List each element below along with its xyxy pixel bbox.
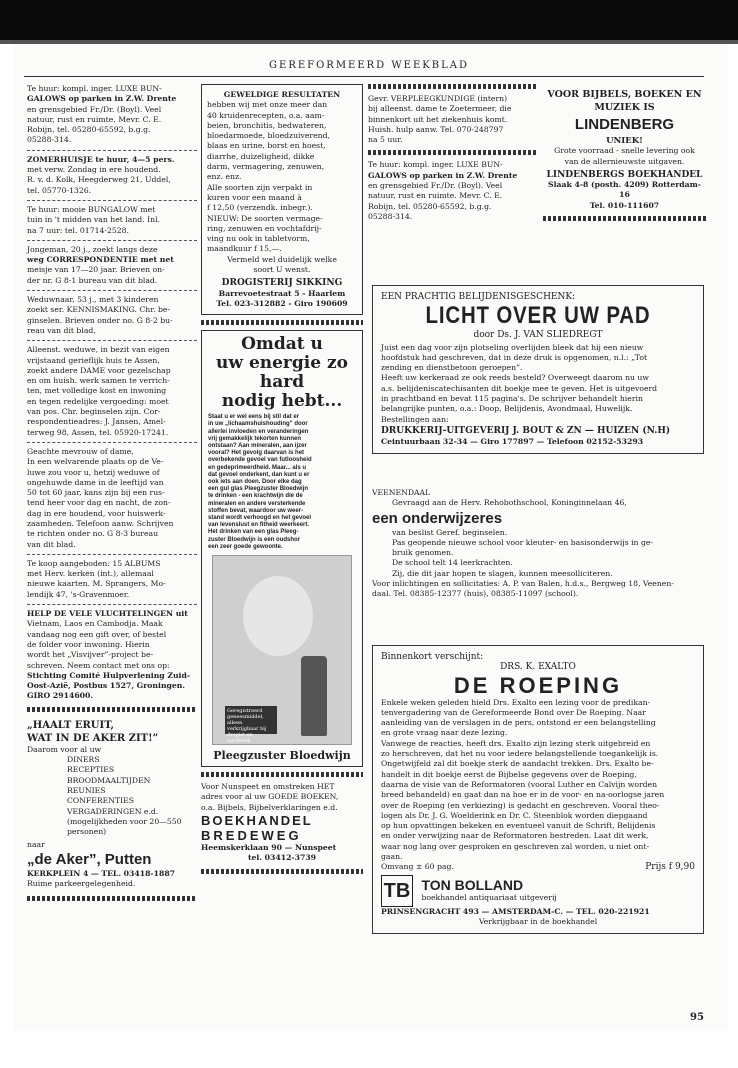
- roeping-size: Omvang ± 60 pag.: [381, 862, 454, 872]
- wave-divider: [27, 896, 197, 901]
- bottle-label: Geregistreerd geneesmiddel, alleen verkrijgbaar bij drogist en apotheek: [225, 706, 277, 734]
- ad-line: Vietnam, Laos en Cambodja. Maak: [27, 619, 163, 629]
- ad-line: R. v. d. Kolk, Heegderweg 21, Uddel,: [27, 175, 171, 185]
- divider: [27, 200, 197, 201]
- pleeg-body-line: vooral? Het gevolg daarvan is het: [208, 450, 305, 457]
- bottle-icon: [301, 656, 327, 736]
- pleeg-headline: hard: [259, 372, 305, 393]
- ad-line: wordt het „Visvijver”-project be-: [27, 650, 154, 660]
- pleeg-body-line: ontstaan? Aan mineralen, aan ijzer: [208, 443, 307, 450]
- ad-line: nieuwe kaarten. M. Sprangers, Mo-: [27, 579, 166, 589]
- roeping-body: Ongetwijfeld zal dit boekje sterk de aandacht trekken. Drs. Exalto be-: [381, 759, 654, 769]
- pleeg-body-line: een zeer goede gewoonte.: [208, 543, 283, 550]
- roeping-body: tenvergadering van de Gereformeerde Bond over De Roeping. Naar: [381, 707, 646, 717]
- ad-line: HELP DE VELE VLUCHTELINGEN uit: [27, 609, 188, 619]
- wave-divider: [27, 707, 197, 712]
- product-photo: [212, 555, 352, 745]
- licht-body: in prachtband en bevat 115 pagina's. De schrijver behandelt hierin: [381, 394, 643, 404]
- aker-item: CONFERENTIES: [67, 796, 135, 806]
- ad-line: natuur, rust en ruimte. Mevr. C. E.: [27, 114, 162, 124]
- wave-divider: [201, 320, 363, 325]
- sikking-body: diarrhe, duizeligheid, dikke: [207, 151, 315, 161]
- ad-line: bij alleenst. dame te Zoetermeer, die: [368, 104, 512, 114]
- ad-de-aker: [27, 717, 197, 892]
- ad-line: der nr. G 8-1 bureau van dit blad.: [27, 275, 158, 285]
- ad-line: dag in ere houdend, voor huiswerk-: [27, 508, 166, 518]
- lindenberg-title: VOOR BIJBELS, BOEKEN EN: [547, 89, 702, 100]
- ad-line: ginselen. Brieven onder no. G 8-2 bu-: [27, 315, 173, 325]
- sikking-new: ring, zenuwen en vochtafdrij-: [207, 223, 322, 233]
- lindenberg-title: MUZIEK IS: [594, 102, 655, 113]
- veen-place: VEENENDAAL: [372, 488, 431, 497]
- ton-bolland-avail: Verkrijgbaar in de boekhandel: [478, 916, 598, 926]
- ad-line: lendijk 47, 's-Gravenmoer.: [27, 589, 130, 599]
- ad-line: zaamheden. Telefoon aanw. Schrijven: [27, 518, 174, 528]
- sikking-new: maandkuur f 15,—.: [207, 244, 282, 254]
- ad-line: terweg 98, Assen, tel. 05920-17241.: [27, 427, 169, 437]
- ad-bungalow-tuin: [27, 205, 197, 236]
- ad-verpleegkundige: [368, 94, 536, 145]
- ad-kennismaking: [27, 295, 197, 336]
- ad-vluchtelingen: [27, 609, 197, 702]
- ad-line: met Herv. kerken (int.), allemaal: [27, 569, 154, 579]
- divider: [27, 442, 197, 443]
- lindenberg-uniek: UNIEK!: [606, 136, 643, 146]
- scan-border: [0, 0, 738, 42]
- ad-line: GIRO 2914600.: [27, 691, 94, 701]
- roeping-meta: [381, 862, 695, 872]
- ad-line: na 7 uur: tel. 01714-2528.: [27, 225, 129, 235]
- bredeweg-text: adres voor al uw GOEDE BOEKEN,: [201, 792, 339, 802]
- roeping-body: en grote vraag naar deze lezing.: [381, 728, 508, 738]
- sikking-body: beien, bronchitis, bedwateren,: [207, 120, 327, 130]
- pleeg-body-line: Staat u er wel eens bij stil dat er: [208, 414, 300, 421]
- ad-line: reau van dit blad.: [27, 325, 96, 335]
- licht-body: zending en dienstbetoon geroepen”.: [381, 363, 523, 373]
- roeping-body: handelt in dit boekje eerst de Bijbelse gegevens over de Roeping,: [381, 769, 637, 779]
- masthead: GEREFORMEERD WEEKBLAD: [269, 60, 469, 71]
- ad-line: respondentieadres: J. Jansen, Amel-: [27, 417, 166, 427]
- ad-line: na 5 uur.: [368, 135, 403, 145]
- sikking-body: hebben wij met onze meer dan: [207, 100, 328, 110]
- aker-item: BROODMAALTIJDEN: [67, 775, 151, 785]
- licht-body: a.s. belijdeniscatechisanten dit boekje mee te geven. Het is uitgevoerd: [381, 383, 658, 393]
- aker-item: DINERS: [67, 755, 100, 765]
- ad-line: ten, met volledige kost en inwoning: [27, 386, 167, 396]
- licht-body: Juist een dag voor zijn plotseling overlijden bleek dat hij een nieuw: [381, 342, 644, 352]
- pleeg-body-line: mineralen en andere versterkende: [208, 500, 306, 507]
- sikking-body: blaas en urine, borst en hoest,: [207, 141, 326, 151]
- ad-line: zoekt ser. KENNISMAKING. Chr. be-: [27, 305, 171, 315]
- ad-line: Te koop aangeboden: 15 ALBUMS: [27, 558, 161, 568]
- divider: [27, 290, 197, 291]
- ad-veenendaal: [372, 488, 704, 600]
- ad-pleegzuster-bloedwijn: [201, 330, 363, 767]
- header-rule: [24, 76, 704, 77]
- ad-line: tuin in 't midden van het land. Inl.: [27, 215, 160, 225]
- sikking-body: kuren voor een maand à: [207, 192, 302, 202]
- veen-line: Gevraagd aan de Herv. Rehobothschool, Koninginnelaan 46,: [392, 498, 627, 508]
- wave-divider: [201, 869, 363, 874]
- ton-bolland-name-block: [421, 877, 556, 903]
- ad-bungalows: [27, 84, 197, 146]
- pleeg-body-line: stoffen bevat, waardoor uw weer-: [208, 507, 304, 514]
- pleeg-body-line: en gedeprimeerdheid. Maar... als u: [208, 464, 307, 471]
- sikking-body: Alle soorten zijn verpakt in: [207, 182, 313, 192]
- licht-address: Ceintuurbaan 32-34 — Giro 177897 — Telefoon 02152-53293: [381, 436, 644, 446]
- sikking-address: Barrevoetestraat 5 - Haarlem: [218, 288, 346, 298]
- veen-info: Voor inlichtingen en sollicitaties: A. P. van Balen, h.d.s., Bergweg 18, Veenen-: [372, 579, 674, 589]
- pleeg-headline: Omdat u: [241, 334, 323, 355]
- sikking-ask: soort U wenst.: [253, 265, 311, 275]
- sikking-ask: Vermeld wel duidelijk welke: [227, 254, 337, 264]
- sikking-name: DROGISTERIJ SIKKING: [221, 278, 343, 289]
- pleeg-body-line: dat gevoel onderkent, dan kunt u er: [208, 471, 310, 478]
- pleeg-body-line: ook iets aan doen. Door elke dag: [208, 479, 302, 486]
- ad-line: Robijn, tel. 05280-65592, b.g.g.: [27, 125, 151, 135]
- pleeg-body-line: stand wordt verhoogd en het gevoel: [208, 515, 312, 522]
- bredeweg-address: Heemskerklaan 90 — Nunspeet: [201, 842, 337, 852]
- roeping-body: breed behandeld) en gaat dan na hoe er in de voor- en na-oorlogse jaren: [381, 790, 665, 800]
- ad-line: Te huur: kompl. inger. LUXE BUN-: [368, 160, 503, 170]
- pleeg-body-line: een gul glas Pleegzuster Bloedwijn: [208, 486, 309, 493]
- ad-line: luwe zou voor u, hetzij weduwe of: [27, 467, 160, 477]
- roeping-price: Prijs f 9,90: [645, 862, 695, 873]
- ad-line: vrijstaand gerieflijk huis te Assen,: [27, 355, 160, 365]
- sikking-new: ving nu ook in tabletvorm,: [207, 234, 310, 244]
- pleeg-body-line: van levenslust en fitheid weerkeert.: [208, 522, 310, 529]
- licht-kicker: EEN PRACHTIG BELIJDENISGESCHENK:: [381, 292, 576, 302]
- ad-line: Te huur: mooie BUNGALOW met: [27, 204, 156, 214]
- roeping-body: op hun opvattingen bekeken en eventueel vanuit de Schrift, Belijdenis: [381, 821, 656, 831]
- ad-line: 50 tot 60 jaar, kans zijn bij een rus-: [27, 488, 165, 498]
- divider: [27, 604, 197, 605]
- ad-line: Robijn, tel. 05280-65592, b.g.g.: [368, 201, 492, 211]
- ad-line: Weduwnaar, 53 j., met 3 kinderen: [27, 295, 159, 305]
- sikking-body: f 12,50 (verzendk. inbegr.).: [207, 203, 313, 213]
- licht-author: door Ds. J. VAN SLIEDREGT: [473, 330, 603, 341]
- lindenberg-shop: LINDENBERGS BOEKHANDEL: [546, 169, 703, 180]
- aker-note: (mogelijkheden voor 20—550: [67, 816, 182, 826]
- lindenberg-body: van de allernieuwste uitgaven.: [564, 156, 685, 166]
- pleeg-body-line: in uw „lichaamshuishouding” door: [208, 421, 308, 428]
- aker-item: REUNIES: [67, 785, 106, 795]
- ton-bolland-address: PRINSENGRACHT 493 — AMSTERDAM-C. — TEL. 020-221921: [381, 906, 650, 916]
- ad-line: van dit blad.: [27, 539, 76, 549]
- licht-body: belangrijke punten, o.a.: Doop, Belijdenis, Avondmaal, Huwelijk.: [381, 404, 633, 414]
- ad-line: Stichting Comité Hulpverlening Zuid-: [27, 670, 191, 680]
- pleeg-headline: uw energie zo: [216, 353, 348, 374]
- ton-bolland-logo-icon: TB: [381, 875, 413, 907]
- veen-line: van beslist Geref. beginselen.: [392, 527, 508, 537]
- bredeweg-tel: tel. 03412-3739: [247, 853, 317, 863]
- aker-item: VERGADERINGEN e.d.: [67, 806, 159, 816]
- ad-line: tend heer voor dag en nacht, de zon-: [27, 498, 171, 508]
- lindenberg-name: LINDENBERG: [574, 116, 675, 133]
- ad-line: Jongeman, 20 j., zoekt langs deze: [27, 244, 158, 254]
- sikking-body: bloedarmoede, bloedzuiverend,: [207, 131, 330, 141]
- ad-line: met verw. Zondag in ere houdend.: [27, 165, 161, 175]
- roeping-kicker: Binnenkort verschijnt:: [381, 652, 484, 662]
- pleeg-headline: nodig hebt...: [221, 391, 343, 412]
- ad-line: te richten onder no. G 8-3 bureau: [27, 529, 159, 539]
- aker-naar: naar: [27, 840, 45, 850]
- column-1: [27, 84, 197, 906]
- ad-albums: [27, 559, 197, 600]
- ad-line: Alleenst. weduwe, in bezit van eigen: [27, 345, 170, 355]
- pleeg-brand: Pleegzuster Bloedwijn: [213, 749, 351, 763]
- divider: [27, 554, 197, 555]
- divider: [27, 240, 197, 241]
- roeping-body: waar nog lang over gesproken en geschreven zal worden, u niet ont-: [381, 841, 650, 851]
- veen-line: De school telt 14 leerkrachten.: [392, 558, 513, 568]
- bredeweg-name: BREDEWEG: [201, 827, 302, 843]
- licht-body: Bestellingen aan:: [381, 414, 449, 424]
- veen-line: bruik genomen.: [392, 548, 454, 558]
- page-number: 95: [690, 1012, 704, 1023]
- ad-line: ZOMERHUISJE te huur, 4—5 pers.: [27, 154, 175, 164]
- bredeweg-text: Voor Nunspeet en omstreken HET: [201, 782, 335, 792]
- licht-body: Heeft uw kerkeraad ze ook reeds besteld? Overweegt daarom nu uw: [381, 373, 649, 383]
- ad-line: vandaag nog een gift over, of bestel: [27, 629, 167, 639]
- veen-line: Zij, die dit jaar hopen te slagen, kunnen meesolliciteren.: [392, 568, 613, 578]
- ad-bungalows-2: [368, 160, 536, 222]
- veen-info: daal. Tel. 08385-12377 (huis), 08385-11097 (school).: [372, 589, 579, 599]
- ad-line: natuur, rust en ruimte. Mevr. C. E.: [368, 191, 503, 201]
- veen-line: Pas geopende nieuwe school voor kleuter- en basisonderwijs in ge-: [392, 537, 654, 547]
- ad-line: meisje van 17—20 jaar. Brieven on-: [27, 265, 165, 275]
- sikking-body: enz. enz.: [207, 172, 242, 182]
- veen-headline: een onderwijzeres: [372, 509, 503, 527]
- aker-intro: Daarom voor al uw: [27, 744, 102, 754]
- bredeweg-name: BOEKHANDEL: [201, 812, 313, 828]
- ad-geachte-mevrouw: [27, 447, 197, 550]
- roeping-author: DRS. K. EXALTO: [500, 662, 576, 673]
- ad-correspondentie: [27, 245, 197, 286]
- roeping-body: aanleiding van de verslagen in de pers, ontstond er een belangstelling: [381, 718, 656, 728]
- lindenberg-body: Grote voorraad - snelle levering ook: [554, 146, 695, 156]
- column-3: [368, 84, 536, 225]
- woman-portrait: [243, 576, 313, 656]
- pleeg-body-line: vrij gemakkelijk tekorten kunnen: [208, 435, 302, 442]
- column-4: [543, 84, 706, 226]
- ad-line: Gevr. VERPLEEGKUNDIGE (intern): [368, 94, 508, 103]
- ad-line: Geachte mevrouw of dame,: [27, 446, 134, 456]
- pleeg-body-line: overbekende gevoel van futloosheid: [208, 457, 312, 464]
- aker-title: „HAALT ERUIT,: [27, 719, 115, 731]
- lindenberg-address: Slaak 4-8 (posth. 4209) Rotterdam-16: [548, 180, 701, 200]
- ad-line: ongehuwde dame in de leeftijd van: [27, 477, 164, 487]
- pleeg-body: [208, 414, 356, 551]
- wave-divider: [543, 216, 706, 221]
- wave-divider: [368, 150, 536, 155]
- aker-parking: Ruime parkeergelegenheid.: [27, 879, 136, 888]
- roeping-body: en onder verwijzing naar de Reformatoren bestreden. Laat dit werk,: [381, 831, 649, 841]
- roeping-body: Enkele weken geleden hield Drs. Exalto een lezing voor de predikan-: [381, 697, 651, 707]
- aker-address: KERKPLEIN 4 — TEL. 03418-1887: [27, 868, 176, 878]
- ad-weduwe-assen: [27, 345, 197, 438]
- ad-line: en tegen redelijke vergoeding: moet: [27, 396, 169, 406]
- roeping-body: logen als Dr. J. G. Woelderink en Dr. C. Steenblok worden diepgaand: [381, 810, 648, 820]
- ad-line: 05288-314.: [368, 211, 413, 221]
- wave-divider: [368, 84, 536, 89]
- bredeweg-text: o.a. Bijbels, Bijbelverklaringen e.d.: [201, 802, 338, 812]
- roeping-body: over de Roeping (en verkiezing) is gedacht en geschreven. Vooral theo-: [381, 800, 660, 810]
- pleeg-body-line: zuster Bloedwijn is een oudshor: [208, 536, 301, 543]
- column-2: [201, 84, 363, 879]
- ad-lindenberg: [543, 84, 706, 211]
- sikking-body: darm, vermagering, zenuwen,: [207, 162, 325, 172]
- ad-line: en grensgebied Fr./Dr. (Boyl). Veel: [27, 104, 162, 114]
- pleeg-body-line: allerlei invloeden en veranderingen: [208, 428, 309, 435]
- aker-name: „de Aker”, Putten: [27, 850, 152, 868]
- ad-zomerhuisje: [27, 155, 197, 196]
- sikking-tel: Tel. 023-312882 - Giro 190609: [216, 298, 348, 308]
- sikking-body: 40 kruidenrecepten, o.a. aam-: [207, 110, 325, 120]
- aker-note: personen): [67, 827, 107, 837]
- divider: [27, 340, 197, 341]
- ad-line: weg CORRESPONDENTIE met net: [27, 255, 174, 265]
- ad-de-roeping: [372, 645, 704, 934]
- ad-line: schreven. Neem contact met ons op:: [27, 660, 170, 670]
- sikking-new: NIEUW: De soorten vermage-: [207, 213, 323, 223]
- roeping-body: gaan.: [381, 852, 403, 862]
- roeping-body: zo herschreven, dat het nu voor iedere belangstellende toegankelijk is.: [381, 749, 659, 759]
- ad-line: van pos. Chr. beginselen zijn. Cor-: [27, 407, 161, 417]
- ad-line: Te huur: kompl. inger. LUXE BUN-: [27, 84, 162, 93]
- lindenberg-tel: Tel. 010-111607: [589, 200, 660, 210]
- roeping-body: daarna de visie van de Reformatoren (vooral Luther en Calvijn worden: [381, 779, 658, 789]
- aker-item: RECEPTIES: [67, 765, 115, 775]
- divider: [27, 150, 197, 151]
- ad-line: zoekt andere DAME voor gezelschap: [27, 365, 171, 375]
- ad-line: binnenkort uit het ziekenhuis komt.: [368, 114, 508, 124]
- ton-bolland-name: TON BOLLAND: [421, 877, 524, 894]
- ton-bolland-sub: boekhandel antiquariaat uitgeverij: [421, 893, 557, 903]
- licht-publisher: DRUKKERIJ-UITGEVERIJ J. BOUT & ZN — HUIZEN (N.H): [381, 425, 671, 436]
- roeping-body: Vanwege de reacties, heeft drs. Exalto zijn lezing sterk uitgebreid en: [381, 738, 651, 748]
- aker-title: WAT IN DE AKER ZIT!”: [27, 732, 159, 744]
- ad-licht-over-uw-pad: [372, 285, 704, 454]
- licht-title: LICHT OVER UW PAD: [425, 302, 651, 330]
- wave-divider: [201, 772, 363, 777]
- ad-line: de folder voor inwoning. Hierin: [27, 639, 150, 649]
- pleeg-body-line: Het drinken van een glas Pleeg-: [208, 529, 299, 536]
- ton-bolland: [381, 875, 695, 907]
- ad-line: GALOWS op parken in Z.W. Drente: [27, 94, 177, 104]
- licht-body: hoofdstuk had geschreven, dat in deze druk is opgenomen, n.l.: „Tot: [381, 352, 648, 362]
- ad-line: In een welvarende plaats op de Ve-: [27, 457, 164, 467]
- sikking-title: GEWELDIGE RESULTATEN: [223, 90, 341, 99]
- ad-boekhandel-bredeweg: [201, 782, 363, 863]
- ad-line: 05288-314.: [27, 135, 72, 145]
- ad-line: Huish. hulp aanw. Tel. 070-248797: [368, 124, 504, 134]
- ad-line: Oost-Azië, Postbus 1527, Groningen.: [27, 681, 186, 691]
- ad-line: en grensgebied Fr./Dr. (Boyl). Veel: [368, 181, 503, 191]
- pleeg-body-line: te drinken - een krachtwijn die de: [208, 493, 303, 500]
- roeping-title: DE ROEPING: [453, 672, 623, 698]
- ad-line: tel. 05770-1326.: [27, 185, 92, 195]
- ad-line: GALOWS op parken in Z.W. Drente: [368, 170, 518, 180]
- ad-line: en om huish. werk samen te verrich-: [27, 376, 170, 386]
- ad-drogisterij-sikking: [201, 84, 363, 315]
